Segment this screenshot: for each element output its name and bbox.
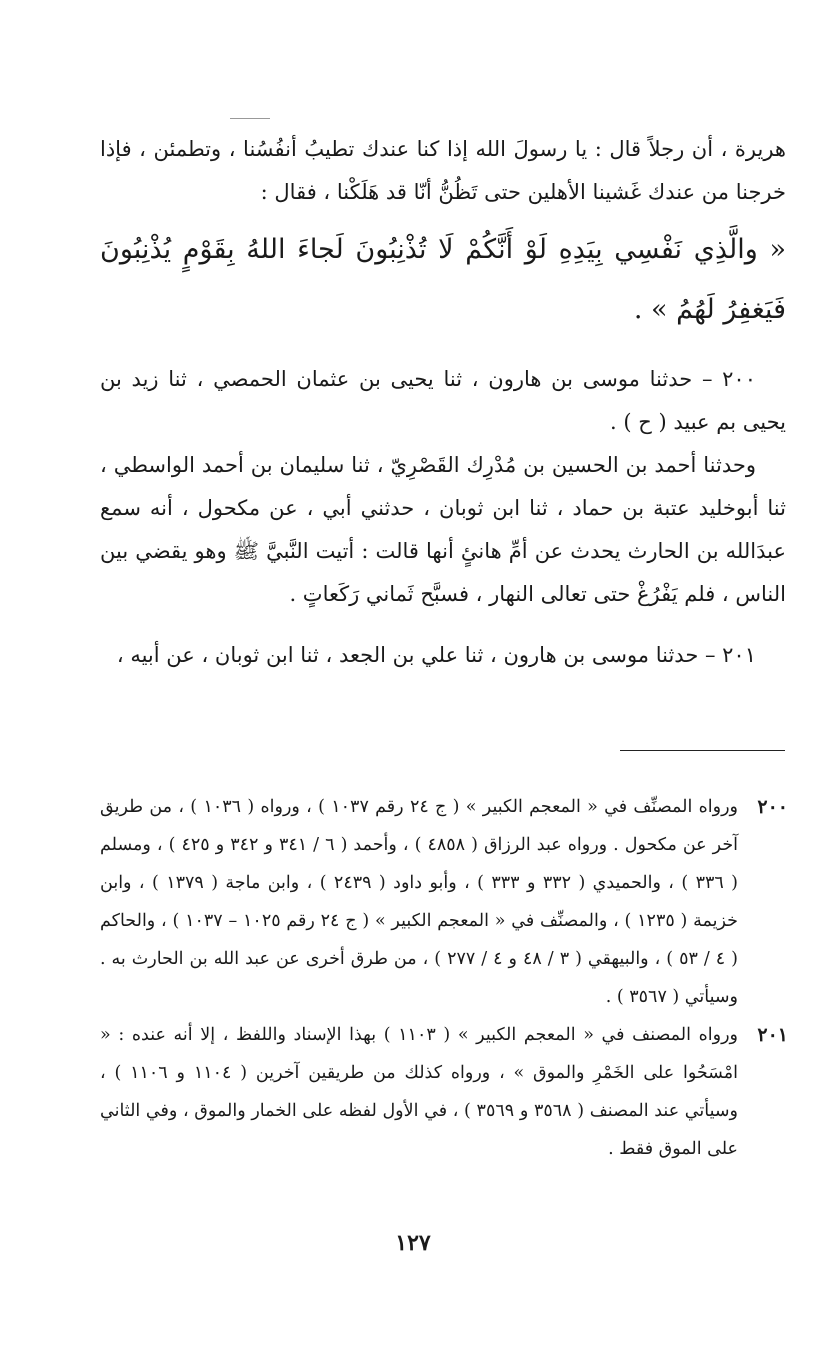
footnote-200 [100,788,788,1016]
page-number: ١٢٧ [395,1230,431,1256]
footnote-number: ٢٠٠ [757,796,788,818]
footnotes [100,788,788,1168]
footnote-number: ٢٠١ [757,1024,788,1046]
hadith-quote: « والَّذِي نَفْسِي بِيَدِهِ لَوْ أَنَّكُمْ لَا تُذْنِبُونَ لَجاءَ اللهُ بِقَوْمٍ يُذْنِبُونَ فَيَغفِرُ لَهُمُ » . [100,234,786,325]
hadith-201-chain: ٢٠١ – حدثنا موسى بن هارون ، ثنا علي بن الجعد ، ثنا ابن ثوبان ، عن أبيه ، [116,643,756,667]
footnote-separator [620,750,785,751]
paragraph-hurayra: هريرة ، أن رجلاً قال : يا رسولَ الله إذا كنا عندك تطيبُ أنفُسُنا ، وتطمئن ، فإذا خرجنا من عندك غَشينا الأهلين حتى تَظُنُّ أنّا قد هَلَكْنا ، فقال : [100,137,786,204]
hadith-200-text: وحدثنا أحمد بن الحسين بن مُدْرِك القَصْرِيّ ، ثنا سليمان بن أحمد الواسطي ، ثنا أبوخليد عتبة بن حماد ، ثنا ابن ثوبان ، حدثني أبي ، عن مكحول ، أنه سمع عبدَالله بن الحارث يحدث عن أمِّ هانئٍ أنها قالت : أتيت النَّبيَّ ﷺ وهو يقضي بين الناس ، فلم يَفْرُغْ حتى تعالى النهار ، فسبَّح ثَماني رَكَعاتٍ . [100,453,786,606]
footnote-201 [100,1016,788,1168]
footnote-text: ورواه المصنِّف في « المعجم الكبير » ( ج ٢٤ رقم ١٠٣٧ ) ، ورواه ( ١٠٣٦ ) ، من طريق آخر عن مكحول . ورواه عبد الرزاق ( ٤٨٥٨ ) ، وأحمد ( ٦ / ٣٤١ و ٣٤٢ و ٤٢٥ ) ، ومسلم ( ٣٣٦ ) ، والحميدي ( ٣٣٢ و ٣٣٣ ) ، وأبو داود ( ٢٤٣٩ ) ، وابن ماجة ( ١٣٧٩ ) ، وابن خزيمة ( ١٢٣٥ ) ، والمصنِّف في « المعجم الكبير » ( ج ٢٤ رقم ١٠٢٥ – ١٠٣٧ ) ، والحاكم ( ٤ / ٥٣ ) ، والبيهقي ( ٣ / ٤٨ و ٤ / ٢٧٧ ) ، من طرق أخرى عن عبد الله بن الحارث به . وسيأتي ( ٣٥٦٧ ) . [100,797,739,1007]
footnote-text: ورواه المصنف في « المعجم الكبير » ( ١١٠٣ ) بهذا الإسناد واللفظ ، إلا أنه عنده : « امْسَحُوا على الخَمْرِ والموق » ، ورواه كذلك من طريقين آخرين ( ١١٠٤ و ١١٠٦ ) ، وسيأتي عند المصنف ( ٣٥٦٨ و ٣٥٦٩ ) ، في الأول لفظه على الخمار والموق ، وفي الثاني على الموق فقط . [100,1025,739,1159]
main-text [100,128,786,677]
hadith-200-chain: ٢٠٠ – حدثنا موسى بن هارون ، ثنا يحيى بن عثمان الحمصي ، ثنا زيد بن يحيى بم عبيد ( ح ) . [100,367,786,434]
top-decorative-rule [230,118,270,119]
